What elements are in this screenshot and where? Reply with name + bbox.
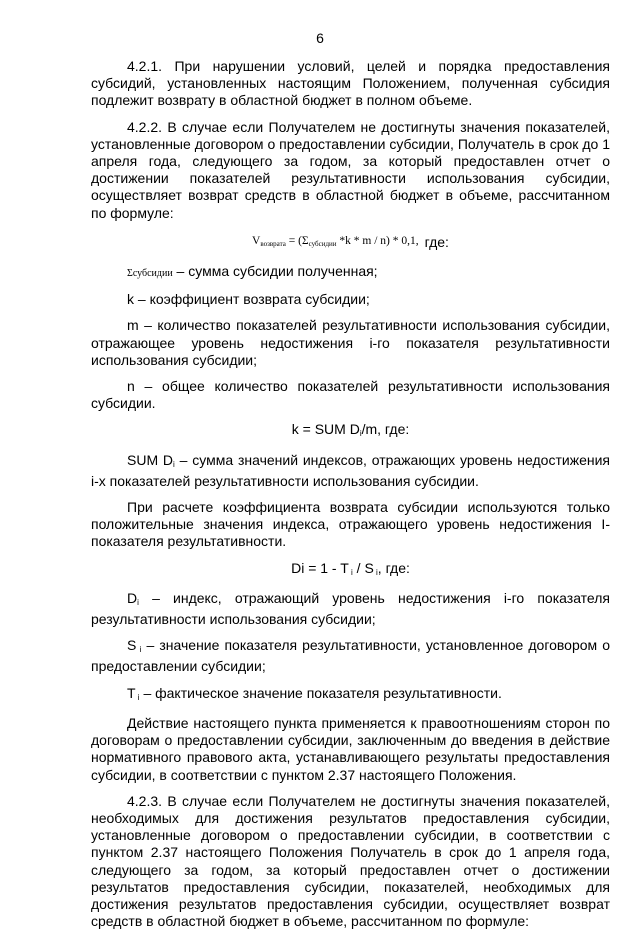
sum-definition-prefix: SUM D: [127, 451, 174, 468]
di-formula-a: Di = 1 - T: [291, 559, 349, 576]
calculation-note: При расчете коэффициента возврата субсидии используются только положительные значения индекса, отражающего уровень недостижения I-показателя результативности.: [91, 499, 610, 550]
sigma-symbol: Σсубсидии: [127, 268, 173, 280]
s-definition-subscript: i: [136, 645, 142, 655]
k-formula-prefix: k = SUM D: [291, 421, 360, 438]
s-definition-prefix: S: [127, 637, 137, 654]
d-definition-prefix: D: [127, 589, 138, 606]
di-formula: [91, 560, 610, 581]
refund-formula: [91, 231, 610, 253]
t-definition: [91, 685, 610, 706]
d-definition: [91, 590, 610, 628]
di-formula-t-subscript: i: [348, 567, 353, 577]
clause-4-2-2: 4.2.2. В случае если Получателем не достигнуты значения показателей, установленные договором о предоставлении субсидии, Получатель в срок до 1 апреля года, следующего за годом, за который предоставлен отчет о достижении показателей результативности использования субсидии, осуществляет возврат средств в областной бюджет в объеме, рассчитанном по формуле:: [91, 118, 610, 221]
formula-open: = (Σ: [285, 234, 309, 247]
sum-definition: [91, 452, 610, 490]
sigma-definition: [91, 263, 610, 282]
document-body: [91, 58, 610, 939]
s-definition: [91, 637, 610, 675]
di-formula-b: / S: [352, 559, 374, 576]
formula-rest: *k * m / n) * 0,1,: [336, 234, 419, 247]
page-number: 6: [316, 30, 324, 46]
formula-v-subscript: возврата: [260, 239, 286, 248]
clause-4-2-1: 4.2.1. При нарушении условий, целей и порядка предоставления субсидий, установленных настоящим Положением, полученная субсидия подлежит возврату в областной бюджет в полном объеме.: [91, 58, 610, 109]
sum-definition-text: – сумма значений индексов, отражающих уровень недостижения i-х показателей результативности использования субсидии.: [91, 451, 610, 489]
formula-v: V: [252, 234, 261, 247]
s-definition-text: – значение показателя результативности, установленное договором о предоставлении субсидии;: [91, 637, 610, 675]
k-formula-suffix: /m, где:: [361, 421, 410, 438]
sigma-definition-text: – сумма субсидии полученная;: [172, 263, 378, 280]
n-definition: n – общее количество показателей результативности использования субсидии.: [91, 378, 610, 412]
t-definition-text: – фактическое значение показателя результативности.: [139, 684, 502, 701]
formula-where: где:: [424, 233, 449, 250]
m-definition: m – количество показателей результативности использования субсидии, отражающее уровень недостижения i-го показателя результативности использования субсидии;: [91, 317, 610, 368]
sum-definition-subscript: i: [173, 459, 175, 469]
d-definition-subscript: i: [137, 597, 139, 607]
t-definition-subscript: i: [135, 692, 140, 702]
k-definition: k – коэффициент возврата субсидии;: [127, 291, 370, 308]
formula-sigma-subscript: субсидии: [308, 239, 337, 248]
di-formula-s-subscript: i: [373, 567, 378, 577]
k-formula: [91, 421, 610, 442]
di-formula-c: , где:: [377, 559, 410, 576]
action-note: Действие настоящего пункта применяется к правоотношениям сторон по договорам о предоставлении субсидии, заключенным до введения в действие нормативного правового акта, устанавливающего результаты предоставления субсидии, в соответствии с пунктом 2.37 настоящего Положения.: [91, 714, 610, 783]
t-definition-prefix: T: [127, 684, 136, 701]
k-formula-subscript: i: [359, 429, 362, 439]
clause-4-2-3: 4.2.3. В случае если Получателем не достигнуты значения показателей, необходимых для достижения результатов предоставления субсидии, установленные договором о предоставлении субсидии, в соответствии с пунктом 2.37 настоящего Положения Получатель в срок до 1 апреля года, следующего за годом, за который предоставлен отчет о достижении результатов предоставления субсидии, показателей, необходимых для достижения результатов предоставления субсидии, осуществляет возврат средств в областной бюджет в объеме, рассчитанном по формуле:: [91, 792, 610, 930]
d-definition-text: – индекс, отражающий уровень недостижения i-го показателя результативности использования субсидии;: [91, 589, 610, 628]
